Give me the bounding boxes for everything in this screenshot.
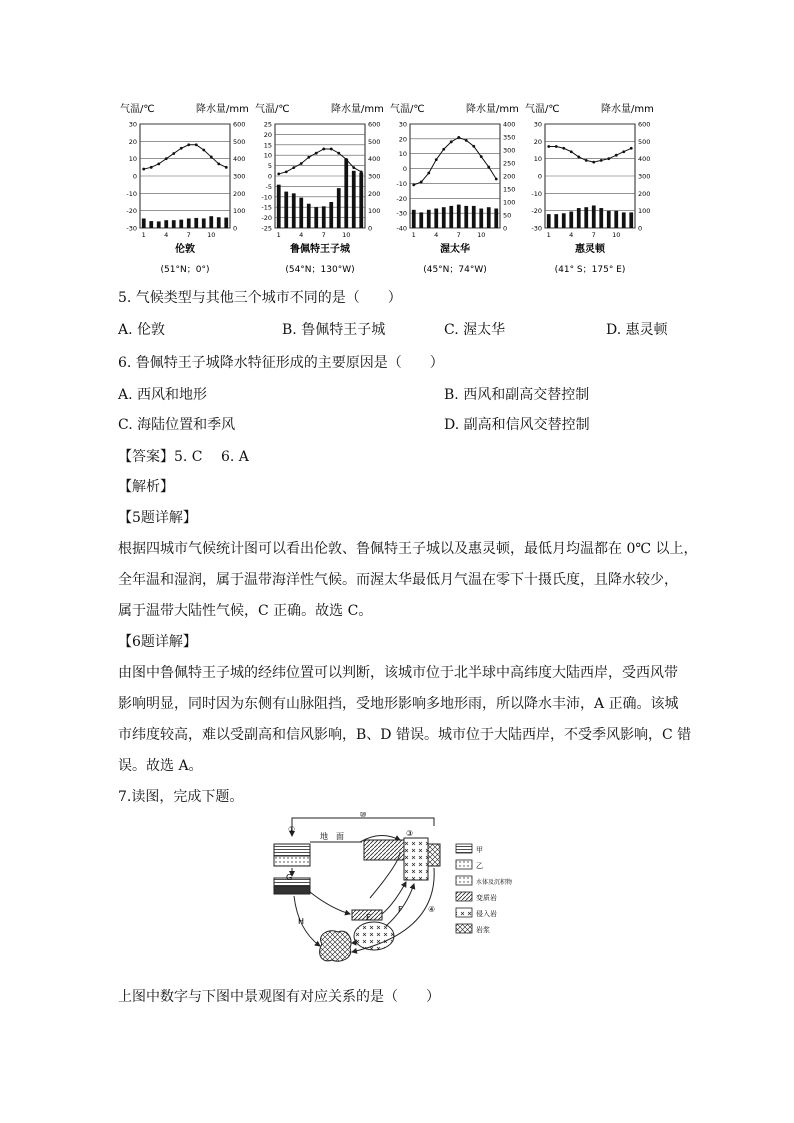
temp-tick-label: -25 [261, 224, 272, 233]
temp-tick-label: -20 [126, 207, 137, 216]
legend-sediment: 水体及沉积物 [476, 879, 513, 886]
legend-jia: 甲 [476, 846, 483, 854]
temp-point [412, 184, 415, 187]
month-tick-label: 7 [591, 231, 596, 239]
temp-point [300, 162, 303, 165]
legend-intrusive: 侵入岩 [476, 910, 497, 918]
precip-bar [299, 198, 303, 228]
temp-axis-title: 气温/℃ [120, 104, 155, 115]
precip-bar [337, 188, 341, 228]
q5-option-c[interactable]: C. 渥太华 [444, 322, 506, 338]
precip-axis-title: 降水量/mm [466, 104, 519, 115]
precip-tick-label: 100 [638, 207, 651, 216]
precip-bar [599, 208, 603, 228]
temp-tick-label: -10 [261, 193, 272, 202]
city-name: 渥太华 [440, 244, 470, 255]
precip-tick-label: 500 [638, 137, 651, 146]
temp-point [142, 168, 145, 171]
month-tick-label: 1 [141, 231, 146, 239]
label-3: ③ [406, 829, 414, 838]
temp-point [487, 166, 490, 169]
label-4: ④ [428, 905, 436, 914]
temp-tick-label: 10 [398, 150, 407, 159]
precip-bar [614, 211, 618, 228]
city-coordinates: (41° S；175° E) [554, 265, 626, 275]
label-10: ⑩ [359, 812, 367, 819]
detail-6-line-1: 由图中鲁佩特王子城的经纬位置可以判断，该城市位于北半球中高纬度大陆西岸，受西风带 [118, 665, 678, 681]
month-tick-label: 7 [186, 231, 191, 239]
precip-bar [217, 217, 221, 228]
temp-point [165, 157, 168, 160]
q5-option-a[interactable]: A. 伦敦 [118, 322, 166, 338]
precip-bar [149, 221, 153, 228]
temp-point [600, 159, 603, 162]
temp-line [549, 147, 632, 163]
temp-point [307, 156, 310, 159]
precip-bar [142, 218, 146, 228]
temp-point [180, 147, 183, 150]
precip-bar [569, 212, 573, 228]
temp-tick-label: 0 [267, 172, 272, 181]
temp-tick-label: -20 [261, 214, 272, 223]
month-tick-label: 4 [434, 231, 439, 239]
temp-tick-label: -30 [126, 224, 137, 233]
temp-tick-label: 10 [128, 155, 137, 164]
detail-5-line-2: 全年温和湿润，属于温带海洋性气候。而渥太华最低月气温在零下十摄氏度，且降水较少， [118, 572, 678, 588]
precip-tick-label: 300 [638, 172, 651, 181]
precip-axis-title: 降水量/mm [196, 104, 249, 115]
temp-tick-label: 20 [128, 137, 137, 146]
precip-bar [322, 206, 326, 228]
label-E: E [366, 913, 372, 922]
precip-bar [434, 209, 438, 229]
precip-bar [164, 220, 168, 228]
city-coordinates: (54°N；130°W) [285, 265, 355, 275]
detail-6-line-4: 误。故选 A。 [118, 758, 203, 774]
temp-point [172, 152, 175, 155]
temp-point [345, 158, 348, 161]
temp-point [547, 145, 550, 148]
temp-tick-label: 20 [533, 137, 542, 146]
precip-bar [464, 206, 468, 228]
temp-point [322, 148, 325, 151]
month-tick-label: 4 [164, 231, 169, 239]
temp-tick-label: -20 [396, 194, 407, 203]
month-tick-label: 10 [342, 231, 351, 239]
precip-bar [592, 205, 596, 228]
label-1: ① [288, 825, 296, 834]
precip-bar [487, 207, 491, 228]
precip-bar [202, 218, 206, 228]
temp-point [562, 147, 565, 150]
precip-bar [179, 220, 183, 228]
temp-tick-label: 0 [402, 165, 407, 174]
temp-tick-label: 30 [533, 120, 542, 129]
detail-5-line-1: 根据四城市气候统计图可以看出伦敦、鲁佩特王子城以及惠灵顿，最低月均温都在 0℃ 以上， [118, 541, 698, 557]
temp-point [465, 139, 468, 142]
precip-bar [187, 218, 191, 228]
q5-option-d[interactable]: D. 惠灵顿 [606, 322, 668, 338]
precip-tick-label: 300 [233, 172, 246, 181]
precip-tick-label: 0 [233, 224, 238, 233]
precip-tick-label: 400 [638, 155, 651, 164]
temp-point [450, 140, 453, 143]
precip-bar [284, 192, 288, 228]
month-tick-label: 7 [321, 231, 326, 239]
temp-tick-label: -20 [531, 207, 542, 216]
temp-line [414, 137, 497, 185]
surface-label: 地 面 [320, 832, 344, 841]
q6-option-a[interactable]: A. 西风和地形 [118, 387, 208, 403]
precip-bar [314, 207, 318, 228]
temp-tick-label: 30 [398, 120, 407, 129]
temp-point [570, 150, 573, 153]
month-tick-label: 7 [456, 231, 461, 239]
precip-tick-label: 400 [233, 155, 246, 164]
month-tick-label: 1 [276, 231, 281, 239]
temp-axis-title: 气温/℃ [390, 104, 425, 115]
precip-bar [359, 173, 363, 228]
temp-point [592, 161, 595, 164]
temp-point [607, 157, 610, 160]
precip-bar [412, 210, 416, 228]
precip-tick-label: 0 [638, 224, 643, 233]
precip-bar [277, 185, 281, 228]
precip-bar [344, 159, 348, 228]
temp-point [150, 166, 153, 169]
precip-bar [442, 207, 446, 228]
detail-6-line-3: 市纬度较高，难以受副高和信风影响，B、D 错误。城市位于大陆西岸，不受季风影响，C 错 [118, 727, 692, 743]
temp-point [585, 159, 588, 162]
month-tick-label: 4 [299, 231, 304, 239]
precip-bar [584, 207, 588, 228]
city-coordinates: (45°N；74°W) [423, 265, 487, 275]
precip-tick-label: 100 [368, 207, 381, 216]
precip-tick-label: 500 [368, 137, 381, 146]
temp-tick-label: -10 [396, 179, 407, 188]
legend-magma: 岩浆 [476, 926, 490, 934]
precip-bar [209, 216, 213, 228]
legend-metamorphic: 变质岩 [476, 894, 497, 902]
precip-axis-title: 降水量/mm [331, 104, 384, 115]
q6-option-d[interactable]: D. 副高和信风交替控制 [444, 417, 590, 433]
temp-point [225, 166, 228, 169]
temp-tick-label: -10 [126, 189, 137, 198]
month-tick-label: 1 [411, 231, 416, 239]
precip-tick-label: 0 [368, 224, 373, 233]
precip-tick-label: 600 [233, 120, 246, 129]
label-H: H [298, 917, 305, 926]
temp-tick-label: -15 [261, 203, 272, 212]
answer: 【答案】5. C 6. A [118, 449, 249, 465]
temp-tick-label: 10 [263, 151, 272, 160]
detail-6-heading: 【6题详解】 [118, 634, 197, 650]
temp-point [555, 145, 558, 148]
temp-tick-label: 20 [398, 135, 407, 144]
precip-tick-label: 200 [503, 172, 516, 181]
temp-tick-label: 0 [537, 172, 542, 181]
temp-point [495, 178, 498, 181]
temp-point [187, 143, 190, 146]
climate-chart-4 [525, 102, 654, 275]
precip-tick-label: 150 [503, 185, 516, 194]
precip-bar [457, 205, 461, 228]
precip-tick-label: 50 [503, 211, 512, 220]
climate-chart-3 [390, 102, 519, 275]
precip-bar [562, 213, 566, 228]
detail-5-line-3: 属于温带大陆性气候，C 正确。故选 C。 [118, 603, 373, 619]
temp-tick-label: -10 [531, 189, 542, 198]
detail-5-heading: 【5题详解】 [118, 510, 197, 526]
temp-point [457, 136, 460, 139]
loop-arrow-10 [292, 818, 434, 826]
month-tick-label: 1 [546, 231, 551, 239]
month-tick-label: 10 [207, 231, 216, 239]
precip-tick-label: 350 [503, 133, 516, 142]
precip-bar [329, 202, 333, 228]
precip-tick-label: 600 [638, 120, 651, 129]
precip-bar [622, 212, 626, 228]
temp-point [442, 148, 445, 151]
legend-yi: 乙 [476, 862, 483, 870]
label-F: F [398, 905, 403, 914]
temp-axis-title: 气温/℃ [255, 104, 290, 115]
precip-tick-label: 0 [503, 224, 508, 233]
precip-tick-label: 300 [503, 146, 516, 155]
temp-tick-label: 25 [263, 120, 272, 129]
precip-bar [479, 209, 483, 229]
temp-point [195, 143, 198, 146]
month-tick-label: 4 [569, 231, 574, 239]
temp-point [330, 148, 333, 151]
analysis-heading: 【解析】 [118, 479, 174, 495]
detail-6-line-2: 影响明显，同时因为东侧有山脉阻挡，受地形影响多地形雨，所以降水丰沛，A 正确。该城 [118, 696, 679, 712]
precip-bar [292, 193, 296, 228]
precip-bar [494, 209, 498, 229]
temp-tick-label: 0 [132, 172, 137, 181]
temp-tick-label: 15 [263, 141, 272, 150]
question-6-stem: 6. 鲁佩特王子城降水特征形成的主要原因是（ ） [118, 355, 444, 371]
temp-point [615, 154, 618, 157]
temp-point [427, 172, 430, 175]
temp-point [352, 166, 355, 169]
temp-line [279, 149, 362, 174]
temp-point [217, 162, 220, 165]
precip-tick-label: 200 [368, 189, 381, 198]
temp-tick-label: -30 [531, 224, 542, 233]
precip-tick-label: 250 [503, 159, 516, 168]
question-7-sub: 上图中数字与下图中景观图有对应关系的是（ ） [118, 989, 440, 1005]
city-name: 惠灵顿 [575, 244, 605, 255]
precip-bar [172, 220, 176, 228]
q6-option-b[interactable]: B. 西风和副高交替控制 [444, 387, 590, 403]
temp-point [202, 149, 205, 152]
temp-point [480, 155, 483, 158]
temp-point [315, 152, 318, 155]
precip-bar [157, 221, 161, 228]
temp-point [157, 162, 160, 165]
temp-tick-label: -30 [396, 209, 407, 218]
temp-tick-label: 20 [263, 130, 272, 139]
month-tick-label: 10 [612, 231, 621, 239]
city-name: 鲁佩特王子城 [290, 244, 350, 255]
temp-point [292, 166, 295, 169]
temp-tick-label: -5 [265, 182, 272, 191]
temp-line [144, 145, 227, 169]
precip-tick-label: 500 [233, 137, 246, 146]
temp-point [577, 156, 580, 159]
question-5-stem: 5. 气候类型与其他三个城市不同的是（ ） [118, 290, 402, 306]
precip-bar [607, 211, 611, 228]
rock-cycle-diagram [270, 812, 540, 984]
climate-chart-1 [120, 102, 249, 275]
temp-point [337, 152, 340, 155]
temp-point [210, 156, 213, 159]
city-name: 伦敦 [175, 244, 195, 255]
city-coordinates: (51°N；0°) [160, 265, 210, 275]
precip-axis-title: 降水量/mm [601, 104, 654, 115]
precip-bar [427, 210, 431, 228]
precip-bar [554, 214, 558, 228]
precip-bar [307, 204, 311, 228]
precip-tick-label: 200 [638, 189, 651, 198]
precip-bar [194, 218, 198, 228]
month-tick-label: 10 [477, 231, 486, 239]
climate-chart-2 [255, 102, 384, 275]
precip-tick-label: 100 [233, 207, 246, 216]
precip-tick-label: 600 [368, 120, 381, 129]
precip-bar [224, 218, 228, 228]
temp-point [360, 170, 363, 173]
temp-tick-label: 10 [533, 155, 542, 164]
temp-axis-title: 气温/℃ [525, 104, 560, 115]
temp-point [435, 158, 438, 161]
temp-point [277, 173, 280, 176]
q5-option-b[interactable]: B. 鲁佩特王子城 [282, 322, 386, 338]
climate-charts [118, 98, 658, 278]
precip-bar [577, 208, 581, 228]
temp-tick-label: -40 [396, 224, 407, 233]
precip-bar [449, 206, 453, 228]
temp-point [630, 147, 633, 150]
temp-point [420, 181, 423, 184]
precip-tick-label: 200 [233, 189, 246, 198]
precip-tick-label: 400 [503, 120, 516, 129]
question-7-stem: 7.读图，完成下题。 [118, 789, 244, 805]
precip-bar [472, 206, 476, 228]
temp-point [472, 145, 475, 148]
temp-tick-label: 30 [128, 120, 137, 129]
temp-tick-label: 5 [267, 162, 272, 171]
temp-point [285, 170, 288, 173]
q6-option-c[interactable]: C. 海陆位置和季风 [118, 417, 236, 433]
precip-bar [547, 214, 551, 228]
precip-tick-label: 400 [368, 155, 381, 164]
precip-tick-label: 100 [503, 198, 516, 207]
precip-bar [419, 212, 423, 228]
precip-tick-label: 300 [368, 172, 381, 181]
precip-bar [629, 212, 633, 228]
temp-point [622, 150, 625, 153]
precip-bar [352, 171, 356, 228]
